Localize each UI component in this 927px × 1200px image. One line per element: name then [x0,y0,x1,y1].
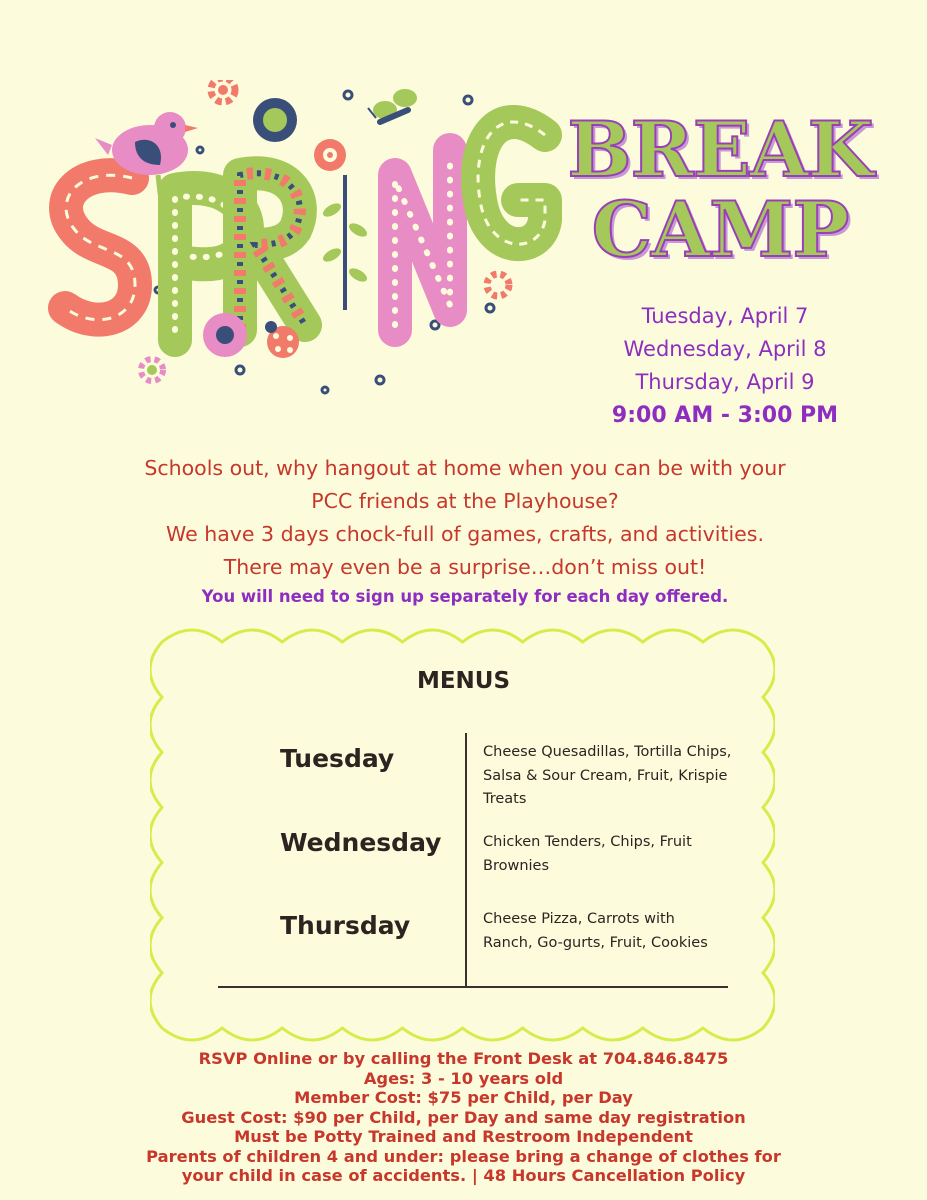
parents-line: Parents of children 4 and under: please bring a change of clothes for [146,1146,781,1166]
menu-divider-horizontal [218,986,728,988]
footer-info [60,1049,867,1186]
letter-s [65,175,135,319]
signup-note: You will need to sign up separately for each day offered. [201,587,729,606]
guest-cost-line: Guest Cost: $90 per Child, per Day and same day registration [181,1107,746,1127]
date-thursday: Thursday, April 9 [635,370,815,394]
letter-r [240,173,305,330]
heading-line-break: BREAK [567,105,873,194]
intro-line-3: We have 3 days chock-full of games, crafts, and activities. [166,522,764,546]
rsvp-line: RSVP Online or by calling the Front Desk at 704.846.8475 [198,1049,729,1068]
coral-flower-icon [211,80,235,102]
pink-flower-icon [203,313,247,357]
camp-dates [590,300,860,432]
navy-flower-icon [253,98,297,142]
menus-title: MENUS [416,668,511,694]
intro-line-4: There may even be a surprise…don’t miss out! [223,555,707,579]
small-flower-icon [141,359,163,381]
ages-line: Ages: 3 - 10 years old [363,1068,564,1088]
menu-food-wednesday: Chicken Tenders, Chips, Fruit Brownies [483,834,692,874]
intro-line-2: PCC friends at the Playhouse? [311,489,619,513]
menu-food-thursday: Cheese Pizza, Carrots with Ranch, Go-gurts, Fruit, Cookies [483,911,708,951]
break-camp-heading [560,105,880,274]
menu-divider-vertical [465,733,467,986]
spring-logo [40,80,580,400]
menu-day-wednesday: Wednesday [280,828,442,857]
potty-line: Must be Potty Trained and Restroom Independent [234,1127,693,1146]
intro-text [80,452,850,610]
camp-hours: 9:00 AM - 3:00 PM [611,403,839,428]
menu-day-thursday: Thursday [280,911,411,940]
intro-line-1: Schools out, why hangout at home when you can be with your [144,456,786,480]
menu-day-tuesday: Tuesday [280,744,395,773]
cancellation-line: your child in case of accidents. | 48 Hours Cancellation Policy [181,1166,746,1185]
date-wednesday: Wednesday, April 8 [623,337,827,361]
menu-food-tuesday: Cheese Quesadillas, Tortilla Chips, Salsa & Sour Cream, Fruit, Krispie Treats [483,744,732,807]
letter-g [478,122,545,244]
heading-line-camp: CAMP [591,185,849,274]
letter-n [395,150,450,330]
flower-stem-icon [314,139,369,310]
member-cost-line: Member Cost: $75 per Child, per Day [294,1088,633,1107]
date-tuesday: Tuesday, April 7 [641,304,809,328]
right-flower-icon [487,274,509,296]
butterfly-icon [368,89,417,122]
